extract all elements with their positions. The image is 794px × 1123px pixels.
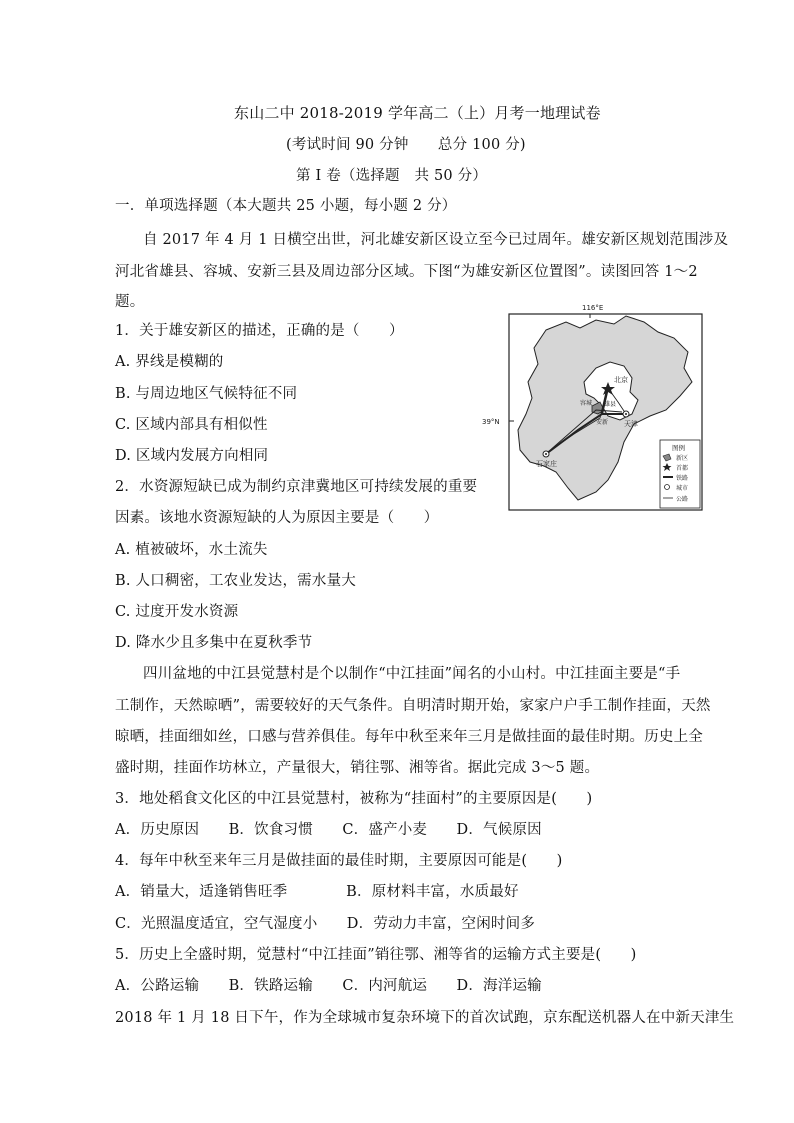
legend-newarea-label: 新区 [676,455,689,462]
legend-rail-label: 铁路 [676,475,689,482]
question-2-option-b: B. 人口稠密，工农业发达，需水量大 [115,573,356,589]
latitude-label: 39°N [482,418,500,426]
passage2-line2: 工制作，天然晾晒”，需要较好的天气条件。自明清时期开始，家家户户手工制作挂面，天然 [115,698,711,714]
question-1-option-d: D. 区域内发展方向相同 [115,448,269,464]
question-2-stem-line2: 因素。该地水资源短缺的人为原因主要是（ ） [115,510,439,526]
beijing-label: 北京 [614,376,628,384]
part-heading: 第 I 卷（选择题 共 50 分） [296,168,488,184]
question-3-options: A．历史原因 B．饮食习惯 C．盛产小麦 D．气候原因 [115,822,542,838]
legend-city-label: 城市 [676,485,689,492]
question-1-option-b: B. 与周边地区气候特征不同 [115,386,298,402]
passage1-line3: 题。 [115,294,145,310]
legend-title: 图例 [672,444,685,452]
question-3-stem: 3．地处稻食文化区的中江县觉慧村，被称为“挂面村”的主要原因是( ) [115,791,593,807]
shijiazhuang-label: 石家庄 [536,460,557,468]
question-1-stem: 1．关于雄安新区的描述，正确的是（ ） [115,323,404,339]
question-1-option-a: A. 界线是模糊的 [115,354,224,370]
question-4-options-row1: A．销量大，适逢销售旺季 B．原材料丰富，水质最好 [115,884,519,900]
xiongan-location-map [482,302,704,512]
legend-city-symbol [665,485,670,490]
exam-title: 东山二中 2018-2019 学年高二（上）月考一地理试卷 [234,104,601,122]
question-4-stem: 4．每年中秋至来年三月是做挂面的最佳时期，主要原因可能是( ) [115,853,563,869]
question-4-options-row2: C．光照温度适宜，空气湿度小 D．劳动力丰富，空闲时间多 [115,916,536,932]
legend-road-label: 公路 [676,496,689,503]
question-2-option-d: D. 降水少且多集中在夏秋季节 [115,635,313,651]
tianjin-label: 天津 [624,420,638,428]
section-heading: 一．单项选择题（本大题共 25 小题，每小题 2 分） [115,198,457,214]
anxin-label: 安新 [596,419,609,426]
passage2-line3: 晾晒，挂面细如丝，口感与营养俱佳。每年中秋至来年三月是做挂面的最佳时期。历史上全 [115,729,703,745]
question-5-options: A．公路运输 B．铁路运输 C．内河航运 D．海洋运输 [115,978,542,994]
exam-subtitle: (考试时间 90 分钟 总分 100 分) [286,137,526,153]
passage1-line1: 自 2017 年 4 月 1 日横空出世，河北雄安新区设立至今已过周年。雄安新区规划范围涉及 [143,232,729,248]
question-2-stem-line1: 2．水资源短缺已成为制约京津冀地区可持续发展的重要 [115,479,478,495]
tianjin-city-dot [625,413,627,415]
passage2-line1: 四川盆地的中江县觉慧村是个以制作“中江挂面”闻名的小山村。中江挂面主要是“手 [143,666,681,682]
passage2-line4: 盛时期，挂面作坊林立，产量很大，销往鄂、湘等省。据此完成 3～5 题。 [115,760,600,776]
passage1-line2: 河北省雄县、容城、安新三县及周边部分区域。下图“为雄安新区位置图”。读图回答 1～2 [115,264,698,280]
shijiazhuang-city-dot [545,453,547,455]
longitude-label: 116°E [582,304,604,312]
question-5-stem: 5．历史上全盛时期，觉慧村“中江挂面”销往鄂、湘等省的运输方式主要是( ) [115,947,637,963]
rongcheng-label: 容城 [580,400,593,407]
question-2-option-a: A. 植被破坏，水土流失 [115,542,268,558]
question-2-option-c: C. 过度开发水资源 [115,604,239,620]
question-1-option-c: C. 区域内部具有相似性 [115,417,268,433]
xiongxian-label: 雄县 [604,401,617,408]
passage3-line1: 2018 年 1 月 18 日下午，作为全球城市复杂环境下的首次试跑，京东配送机器人在中新天津生 [115,1010,735,1026]
legend-capital-label: 首都 [676,465,689,472]
